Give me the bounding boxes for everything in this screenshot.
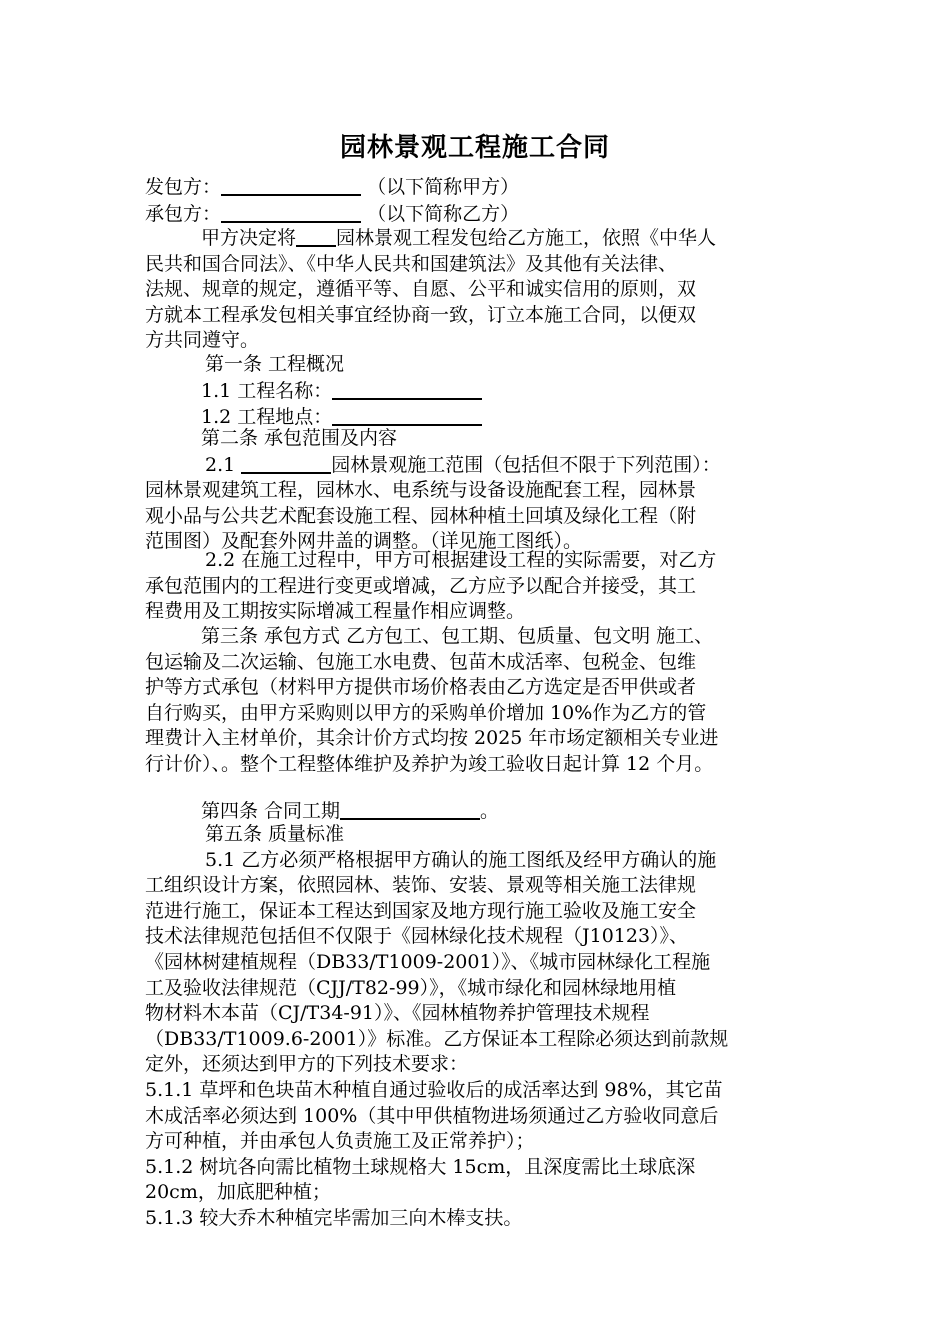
project-name-field-blank	[332, 378, 482, 400]
article-3-line-1: 第三条 承包方式 乙方包工、包工期、包质量、包文明 施工、	[201, 625, 714, 647]
project-location-blank	[332, 404, 482, 426]
article-5-heading: 第五条 质量标准	[205, 823, 345, 845]
article-2-heading: 第二条 承包范围及内容	[201, 427, 398, 449]
article-2	[145, 426, 825, 555]
article-5-1-1-line-2: 木成活率必须达到 100%（其中甲供植物进场须通过乙方验收同意后	[145, 1104, 719, 1127]
article-3-line-2: 包运输及二次运输、包施工水电费、包苗木成活率、包税金、包维	[145, 650, 697, 673]
intro-paragraph	[145, 225, 825, 354]
article-5-1-1-line-3: 方可种植，并由承包人负责施工及正常养护）；	[145, 1130, 535, 1153]
article-5-1-line-9: 定外，还须达到甲方的下列技术要求：	[145, 1053, 469, 1076]
article-3	[145, 624, 825, 778]
article-3-line-3: 护等方式承包（材料甲方提供市场价格表由乙方选定是否甲供或者	[145, 676, 697, 699]
article-5-1-line-4: 技术法律规范包括但不仅限于《园林绿化技术规程（J10123）》、	[145, 925, 689, 948]
intro-line-2: 民共和国合同法》、《中华人民共和国建筑法》及其他有关法律、	[145, 252, 678, 275]
project-name-blank	[296, 225, 336, 247]
article-2-2-line-1: 2.2 在施工过程中，甲方可根据建设工程的实际需要，对乙方	[205, 549, 717, 571]
article-4	[145, 798, 825, 825]
article-5-1-line-7: 物材料木本苗（CJ/T34-91）》、《园林植物养护管理技术规程	[145, 1002, 650, 1025]
scope-blank	[241, 452, 331, 474]
article-2-1-line-4: 范围图）及配套外网井盖的调整。（详见施工图纸）。	[145, 530, 583, 553]
party-a-label: 发包方：	[145, 176, 222, 198]
article-4-line: 第四条 合同工期 。	[201, 800, 500, 822]
article-2-2-line-3: 程费用及工期按实际增减工程量作相应调整。	[145, 600, 526, 623]
article-5-1-line-2: 工组织设计方案，依照园林、装饰、安装、景观等相关施工法律规	[145, 874, 697, 897]
party-b-blank	[221, 201, 361, 223]
article-5-1-3-line: 5.1.3 较大乔木种植完毕需加三向木棒支扶。	[145, 1206, 523, 1229]
article-5-1-1-line-1: 5.1.1 草坪和色块苗木种植自通过验收后的成活率达到 98%，其它苗	[145, 1078, 723, 1101]
project-name-line: 1.1 工程名称：	[145, 378, 825, 405]
intro-line-5: 方共同遵守。	[145, 329, 260, 352]
intro-line-1: 甲方决定将 园林景观工程发包给乙方施工，依照《中华人	[201, 227, 717, 249]
article-2-1-line-1: 2.1 园林景观施工范围（包括但不限于下列范围）：	[205, 453, 721, 476]
party-a-blank	[221, 174, 361, 196]
article-1	[145, 352, 825, 431]
article-3-line-5: 理费计入主材单价，其余计价方式均按 2025 年市场定额相关专业进	[145, 727, 719, 750]
intro-line-4: 方就本工程承发包相关事宜经协商一致，订立本施工合同，以便双	[145, 303, 697, 326]
party-b-line	[145, 201, 825, 228]
parties-section	[145, 174, 825, 227]
article-2-2	[145, 548, 825, 625]
article-2-1-line-3: 观小品与公共艺术配套设施工程、园林种植土回填及绿化工程（附	[145, 504, 697, 527]
party-a-line	[145, 174, 825, 201]
article-5-1-line-3: 范进行施工，保证本工程达到国家及地方现行施工验收及施工安全	[145, 899, 697, 922]
intro-line-3: 法规、规章的规定，遵循平等、自愿、公平和诚实信用的原则，双	[145, 278, 697, 301]
duration-blank	[340, 798, 480, 820]
article-2-1-line-2: 园林景观建筑工程，园林水、电系统与设备设施配套工程，园林景	[145, 479, 697, 502]
article-3-line-4: 自行购买，由甲方采购则以甲方的采购单价增加 10%作为乙方的管	[145, 701, 707, 724]
article-5	[145, 822, 825, 1232]
contract-title: 园林景观工程施工合同	[339, 133, 610, 163]
article-5-1-line-8: （DB33/T1009.6-2001）》标准。乙方保证本工程除必须达到前款规	[145, 1027, 729, 1050]
article-5-1-line-5: 《园林树建植规程（DB33/T1009-2001）》、《城市园林绿化工程施	[145, 950, 711, 973]
article-5-1-line-1: 5.1 乙方必须严格根据甲方确认的施工图纸及经甲方确认的施	[205, 848, 717, 871]
article-3-line-6: 行计价）、。整个工程整体维护及养护为竣工验收日起计算 12 个月。	[145, 752, 714, 775]
party-a-note: （以下简称甲方）	[367, 176, 520, 198]
party-b-note: （以下简称乙方）	[367, 202, 520, 225]
article-5-1-2-line-2: 20cm，加底肥种植；	[145, 1181, 331, 1204]
article-1-heading: 第一条 工程概况	[205, 353, 345, 375]
party-b-label: 承包方：	[145, 202, 222, 225]
project-location-line: 1.2 工程地点：	[145, 404, 825, 431]
article-5-1-2-line-1: 5.1.2 树坑各向需比植物土球规格大 15cm，且深度需比土球底深	[145, 1155, 696, 1178]
article-5-1-line-6: 工及验收法律规范（CJJ/T82-99）》，《城市绿化和园林绿地用植	[145, 976, 677, 999]
article-2-2-line-2: 承包范围内的工程进行变更或增减，乙方应予以配合并接受，其工	[145, 574, 697, 597]
